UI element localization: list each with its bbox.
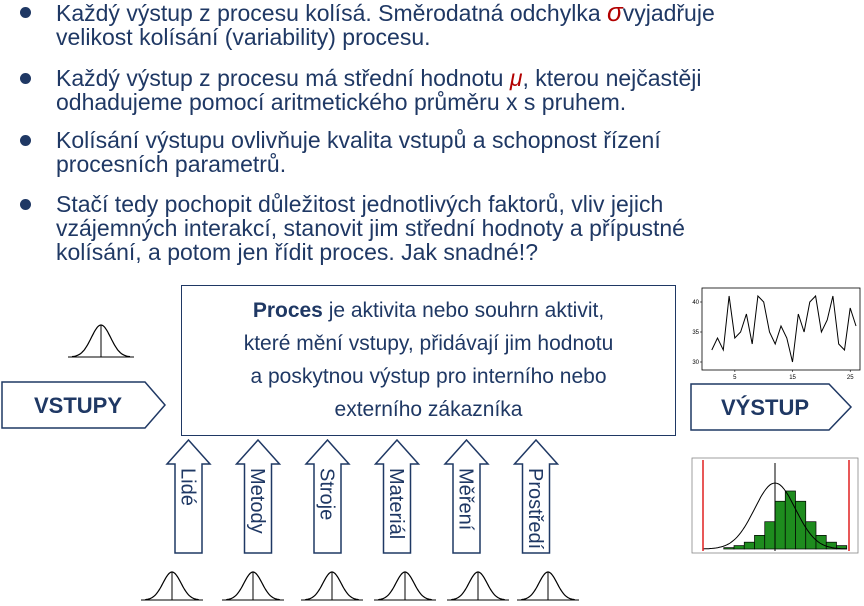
histogram-bar [734, 546, 744, 549]
output-label: VÝSTUP [720, 395, 810, 420]
histogram-bar [744, 542, 754, 549]
factor-label: Lidé [176, 468, 199, 506]
input-distribution-curve [68, 325, 134, 357]
factor-label: Materiál [385, 468, 407, 540]
factor-distribution-curve-4 [374, 572, 436, 600]
histogram-bar [775, 501, 785, 549]
factor-label: Stroje [315, 468, 338, 521]
histogram-chart [691, 457, 861, 555]
factor-label: Měření [454, 468, 477, 531]
factor-distribution-curve-5 [447, 572, 509, 600]
histogram-bar [724, 548, 734, 549]
histogram-bar [755, 535, 765, 549]
process-line-3: a poskytnou výstup pro interního nebo [250, 365, 607, 388]
bullet-text: Každý výstup z procesu kolísá. Směrodatná odchylka σvyjadřuje velikost kolísání (variability) procesu. [56, 0, 715, 50]
y-tick-label: 40 [692, 300, 699, 306]
factor-distribution-curve-1 [141, 572, 203, 600]
y-tick-label: 30 [692, 360, 699, 366]
factor-distribution-curve-2 [222, 572, 284, 600]
process-line-4: externího zákazníka [334, 398, 523, 421]
y-tick-label: 35 [692, 330, 699, 336]
bullet-text: Kolísání výstupu ovlivňuje kvalita vstupů a schopnost řízení procesních parametrů. [56, 127, 661, 177]
factor-label: Metody [246, 468, 268, 534]
run-chart [688, 284, 864, 384]
histogram-bar [765, 522, 775, 549]
process-line-2: které mění vstupy, přidávají jim hodnotu [243, 332, 614, 355]
factor-distribution-curve-6 [517, 572, 579, 600]
x-tick-label: 15 [789, 375, 796, 381]
bullet-text: Každý výstup z procesu má střední hodnotu μ, kterou nejčastěji odhadujeme pomocí aritmetického průměru x s pruhem. [56, 65, 702, 115]
process-line-1: je aktivita nebo souhrn aktivit, [322, 299, 605, 322]
factor-distribution-curve-3 [301, 572, 363, 600]
bullet-text: Stačí tedy pochopit důležitost jednotlivých faktorů, vliv jejich vzájemných interakcí, stanovit jim střední hodnoty a přípustné kolísání, a potom jen řídit proces. Jak snadné!? [56, 191, 685, 265]
factor-label: Prostředí [524, 468, 546, 550]
process-term: Proces [252, 299, 323, 322]
x-tick-label: 5 [733, 375, 737, 381]
input-label: VSTUPY [33, 393, 123, 418]
x-tick-label: 25 [846, 375, 854, 381]
histogram-bar [816, 535, 826, 549]
